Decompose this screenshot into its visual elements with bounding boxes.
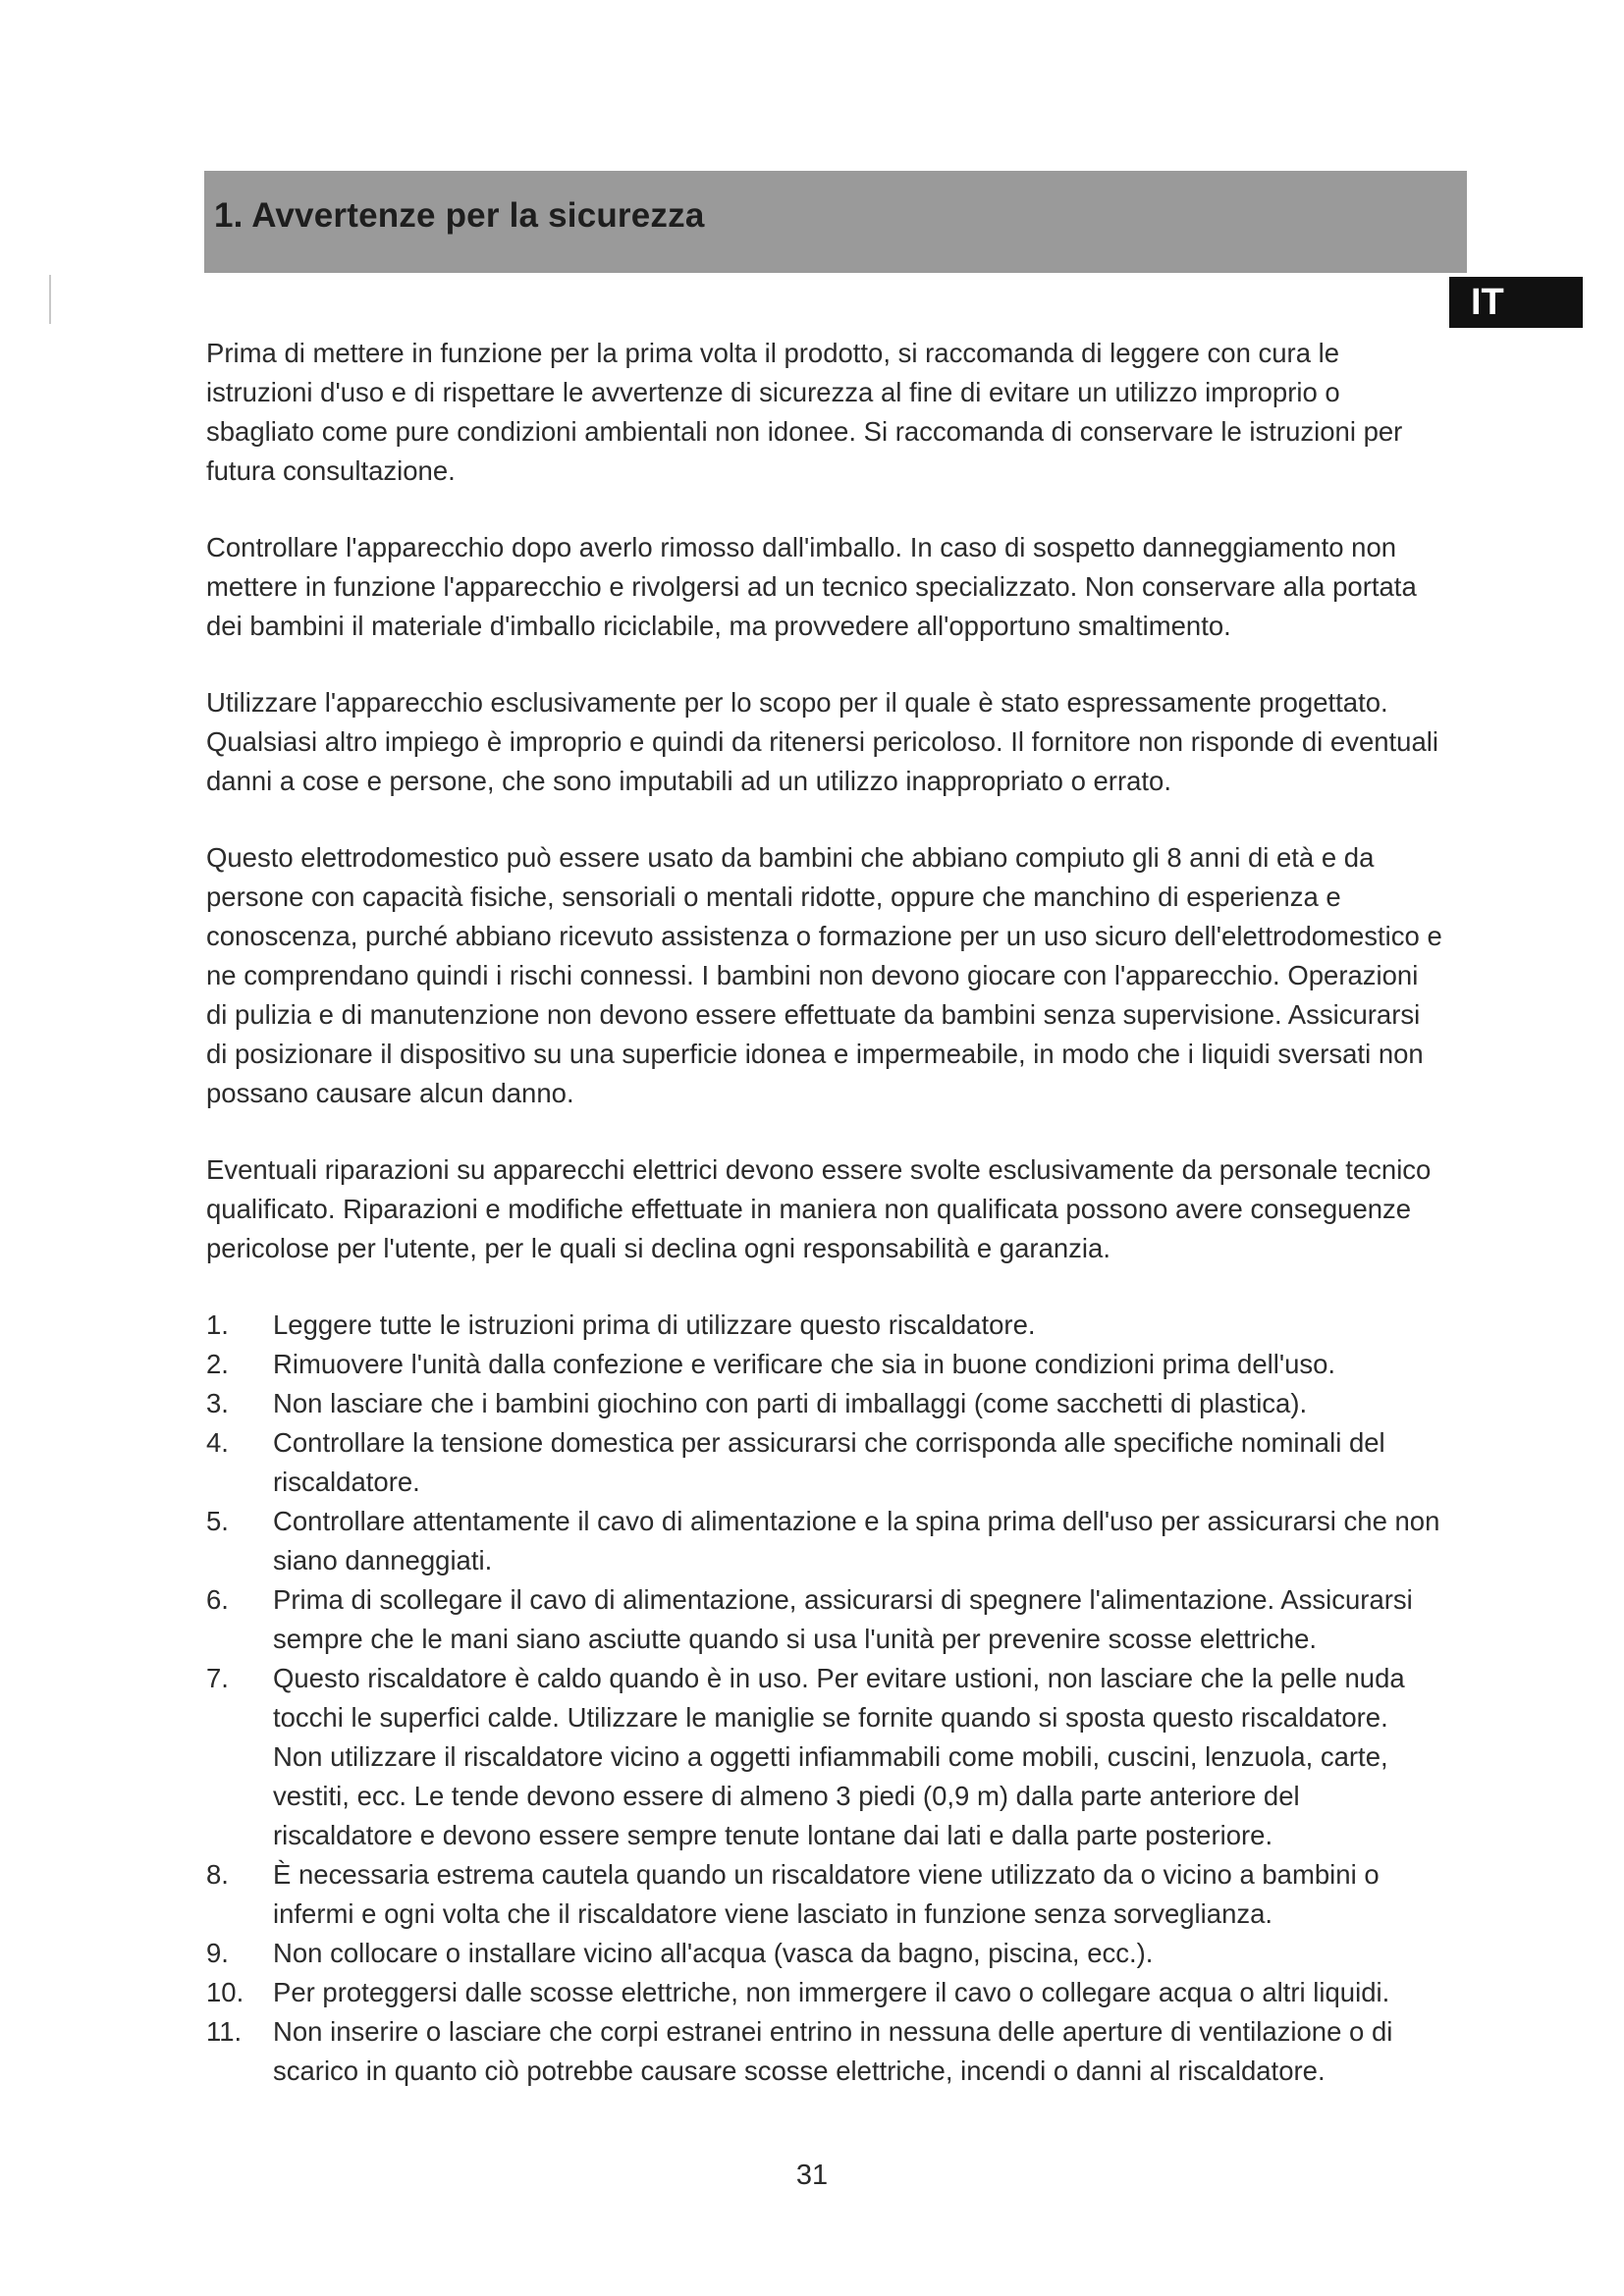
list-item-text: Non lasciare che i bambini giochino con parti di imballaggi (come sacchetti di plastica). (273, 1388, 1308, 1418)
list-item (206, 1502, 1443, 1580)
list-item-text: Non collocare o installare vicino all'acqua (vasca da bagno, piscina, ecc.). (273, 1938, 1154, 1968)
list-item-number: 8. (206, 1859, 229, 1890)
page-number: 31 (795, 2160, 829, 2191)
list-item-number: 6. (206, 1584, 229, 1615)
list-item-number: 11. (206, 2016, 243, 2047)
list-item-number: 10. (206, 1977, 244, 2007)
list-item-text: Leggere tutte le istruzioni prima di utilizzare questo riscaldatore. (273, 1309, 1036, 1340)
paragraph-unpacking: Controllare l'apparecchio dopo averlo rimosso dall'imballo. In caso di sospetto danneggiamento non mettere in funzione l'apparecchio e rivolgersi ad un tecnico specializzato. Non conservare alla portata dei bambini il materiale d'imballo riciclabile, ma provvedere all'opportuno smaltimento. (206, 532, 1417, 641)
list-item (206, 1934, 1443, 1973)
list-item (206, 1306, 1443, 1345)
list-item-text: Prima di scollegare il cavo di alimentazione, assicurarsi di spegnere l'alimentazione. Assicurarsi sempre che le mani siano asciutte quando si usa l'unità per prevenire scosse elettriche. (273, 1584, 1413, 1654)
list-item (206, 1384, 1443, 1423)
list-item-number: 1. (206, 1309, 229, 1340)
list-item (206, 1580, 1443, 1659)
list-item-text: Controllare la tensione domestica per assicurarsi che corrisponda alle specifiche nominali del riscaldatore. (273, 1427, 1385, 1497)
list-item-text: Non inserire o lasciare che corpi estranei entrino in nessuna delle aperture di ventilazione o di scarico in quanto ciò potrebbe causare scosse elettriche, incendi o danni al riscaldatore. (273, 2016, 1393, 2086)
paragraph-intro: Prima di mettere in funzione per la prima volta il prodotto, si raccomanda di leggere con cura le istruzioni d'uso e di rispettare le avvertenze di sicurezza al fine di evitare un utilizzo improprio o sbagliato come pure condizioni ambientali non idonee. Si raccomanda di conservare le istruzioni per futura consultazione. (206, 338, 1403, 486)
paragraph-children: Questo elettrodomestico può essere usato da bambini che abbiano compiuto gli 8 anni di età e da persone con capacità fisiche, sensoriali o mentali ridotte, oppure che manchino di esperienza e conoscenza, purché abbiano ricevuto assistenza o formazione per un uso sicuro dell'elettrodomestico e ne comprendano quindi i rischi connessi. I bambini non devono giocare con l'apparecchio. Operazioni di pulizia e di manutenzione non devono essere effettuate da bambini senza supervisione. Assicurarsi di posizionare il dispositivo su una superficie idonea e impermeabile, in modo che i liquidi sversati non possano causare alcun danno. (206, 842, 1442, 1108)
list-item-number: 4. (206, 1427, 229, 1458)
list-item-text: Questo riscaldatore è caldo quando è in uso. Per evitare ustioni, non lasciare che la pelle nuda tocchi le superfici calde. Utilizzare le maniglie se fornite quando si sposta questo riscaldatore. Non utilizzare il riscaldatore vicino a oggetti infiammabili come mobili, cuscini, lenzuola, carte, vestiti, ecc. Le tende devono essere di almeno 3 piedi (0,9 m) dalla parte anteriore del riscaldatore e devono essere sempre tenute lontane dai lati e dalla parte posteriore. (273, 1663, 1405, 1850)
list-item-text: È necessaria estrema cautela quando un riscaldatore viene utilizzato da o vicino a bambini o infermi e ogni volta che il riscaldatore viene lasciato in funzione senza sorveglianza. (273, 1859, 1380, 1929)
page-content (206, 334, 1443, 2091)
list-item (206, 1345, 1443, 1384)
list-item (206, 2012, 1443, 2091)
language-tab: IT (1449, 277, 1583, 328)
list-item-text: Rimuovere l'unità dalla confezione e verificare che sia in buone condizioni prima dell'uso. (273, 1349, 1336, 1379)
list-item-number: 7. (206, 1663, 229, 1693)
list-item (206, 1973, 1443, 2012)
list-item (206, 1423, 1443, 1502)
section-title: 1. Avvertenze per la sicurezza (214, 196, 705, 235)
list-item-number: 3. (206, 1388, 229, 1418)
margin-mark (49, 275, 51, 324)
list-item-text: Controllare attentamente il cavo di alimentazione e la spina prima dell'uso per assicurarsi che non siano danneggiati. (273, 1506, 1440, 1575)
safety-list (206, 1306, 1443, 2091)
list-item-number: 5. (206, 1506, 229, 1536)
list-item (206, 1855, 1443, 1934)
list-item-text: Per proteggersi dalle scosse elettriche, non immergere il cavo o collegare acqua o altri liquidi. (273, 1977, 1390, 2007)
list-item (206, 1659, 1443, 1855)
list-item-number: 2. (206, 1349, 229, 1379)
paragraph-intended-use: Utilizzare l'apparecchio esclusivamente per lo scopo per il quale è stato espressamente progettato. Qualsiasi altro impiego è improprio e quindi da ritenersi pericoloso. Il fornitore non risponde di eventuali danni a cose e persone, che sono imputabili ad un utilizzo inappropriato o errato. (206, 687, 1438, 796)
paragraph-repairs: Eventuali riparazioni su apparecchi elettrici devono essere svolte esclusivamente da personale tecnico qualificato. Riparazioni e modifiche effettuate in maniera non qualificata possono avere conseguenze pericolose per l'utente, per le quali si declina ogni responsabilità e garanzia. (206, 1154, 1432, 1263)
list-item-number: 9. (206, 1938, 229, 1968)
